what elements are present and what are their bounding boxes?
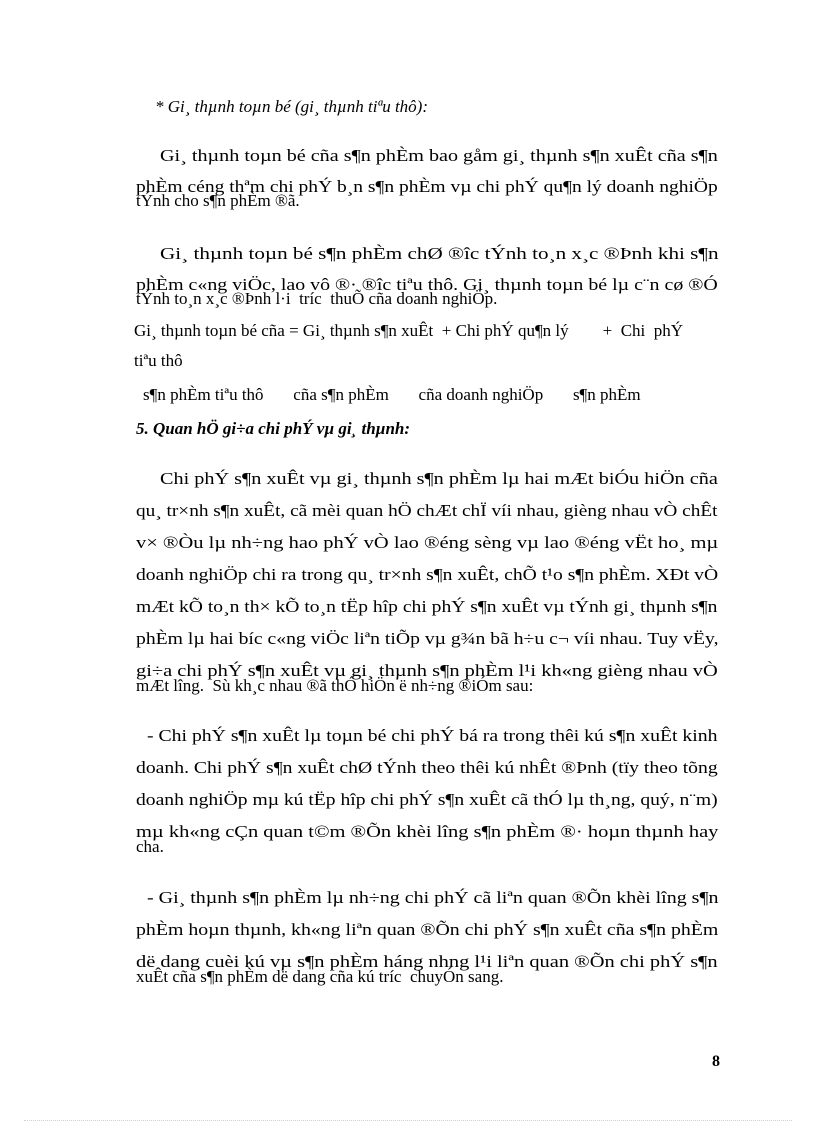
body-line: gi÷a chi phÝ s¶n xuÊt vµ gi¸ thµnh s¶n phÈm l¹i kh«ng gièng nhau vÒ	[136, 661, 718, 680]
body-line: mµ kh«ng cÇn quan t©m ®Õn khèi lîng s¶n phÈm ®· hoµn thµnh hay	[136, 822, 719, 841]
body-line: doanh. Chi phÝ s¶n xuÊt chØ tÝnh theo thêi kú nhÊt ®Þnh (tïy theo tõng	[136, 758, 718, 777]
body-line: phÈm c«ng viÖc, lao vô ®· ®îc tiªu thô. Gi¸ thµnh toµn bé lµ c¨n cø ®Ó	[136, 275, 718, 294]
body-line: Chi phÝ s¶n xuÊt vµ gi¸ thµnh s¶n phÈm lµ hai mÆt biÓu hiÖn cña	[160, 469, 718, 488]
body-line: tÝnh to¸n x¸c ®Þnh l·i tríc thuÕ cña doanh nghiÖp.	[136, 289, 498, 308]
formula-labels: s¶n phÈm tiªu thô cña s¶n phÈm cña doanh nghiÖp s¶n phÈm	[143, 385, 641, 404]
body-line: phÈm lµ hai bíc c«ng viÖc liªn tiÕp vµ g¾n bã h÷u c¬ víi nhau. Tuy vËy,	[136, 629, 719, 648]
formula-line: tiªu thô	[134, 351, 183, 370]
body-line: Gi¸ thµnh toµn bé cña s¶n phÈm bao gåm gi¸ thµnh s¶n xuÊt cña s¶n	[160, 146, 718, 165]
subheading-full-cost: * Gi¸ thµnh toµn bé (gi¸ thµnh tiªu thô):	[155, 97, 428, 116]
bullet-line: - Gi¸ thµnh s¶n phÈm lµ nh÷ng chi phÝ cã liªn quan ®Õn khèi lîng s¶n	[147, 888, 719, 907]
body-line: Gi¸ thµnh toµn bé s¶n phÈm chØ ®îc tÝnh to¸n x¸c ®Þnh khi s¶n	[160, 244, 719, 263]
body-line: v× ®Òu lµ nh÷ng hao phÝ vÒ lao ®éng sèng vµ lao ®éng vËt ho¸ mµ	[136, 533, 719, 552]
body-line: qu¸ tr×nh s¶n xuÊt, cã mèi quan hÖ chÆt chÏ víi nhau, gièng nhau vÒ chÊt	[136, 501, 718, 520]
body-line: phÈm hoµn thµnh, kh«ng liªn quan ®Õn chi phÝ s¶n xuÊt cña s¶n phÈm	[136, 920, 719, 939]
body-line: dë dang cuèi kú vµ s¶n phÈm háng nhng l¹i liªn quan ®Õn chi phÝ s¶n	[136, 952, 718, 971]
body-line: mÆt lîng. Sù kh¸c nhau ®ã thÓ hiÖn ë nh÷ng ®iÓm sau:	[136, 676, 534, 695]
formula-line: Gi¸ thµnh toµn bé cña = Gi¸ thµnh s¶n xuÊt + Chi phÝ qu¶n lý + Chi phÝ	[134, 321, 684, 340]
body-line: doanh nghiÖp chi ra trong qu¸ tr×nh s¶n xuÊt, chÕ t¹o s¶n phÈm. XÐt vÒ	[136, 565, 719, 584]
bullet-line: - Chi phÝ s¶n xuÊt lµ toµn bé chi phÝ bá ra trong thêi kú s¶n xuÊt kinh	[147, 726, 718, 745]
body-line: cha.	[136, 837, 164, 856]
body-line: xuÊt cña s¶n phÈm dë dang cña kú tríc chuyÓn sang.	[136, 967, 504, 986]
body-line: mÆt kÕ to¸n th× kÕ to¸n tËp hîp chi phÝ s¶n xuÊt vµ tÝnh gi¸ thµnh s¶n	[136, 597, 718, 616]
body-line: doanh nghiÖp mµ kú tËp hîp chi phÝ s¶n xuÊt cã thÓ lµ th¸ng, quý, n¨m)	[136, 790, 718, 809]
footer-divider	[24, 1120, 792, 1121]
body-line: phÈm céng thªm chi phÝ b¸n s¶n phÈm vµ chi phÝ qu¶n lý doanh nghiÖp	[136, 177, 718, 196]
body-line: tÝnh cho s¶n phÈm ®ã.	[136, 191, 300, 210]
section-heading: 5. Quan hÖ gi÷a chi phÝ vµ gi¸ thµnh:	[136, 419, 411, 438]
page-number: 8	[712, 1053, 720, 1070]
